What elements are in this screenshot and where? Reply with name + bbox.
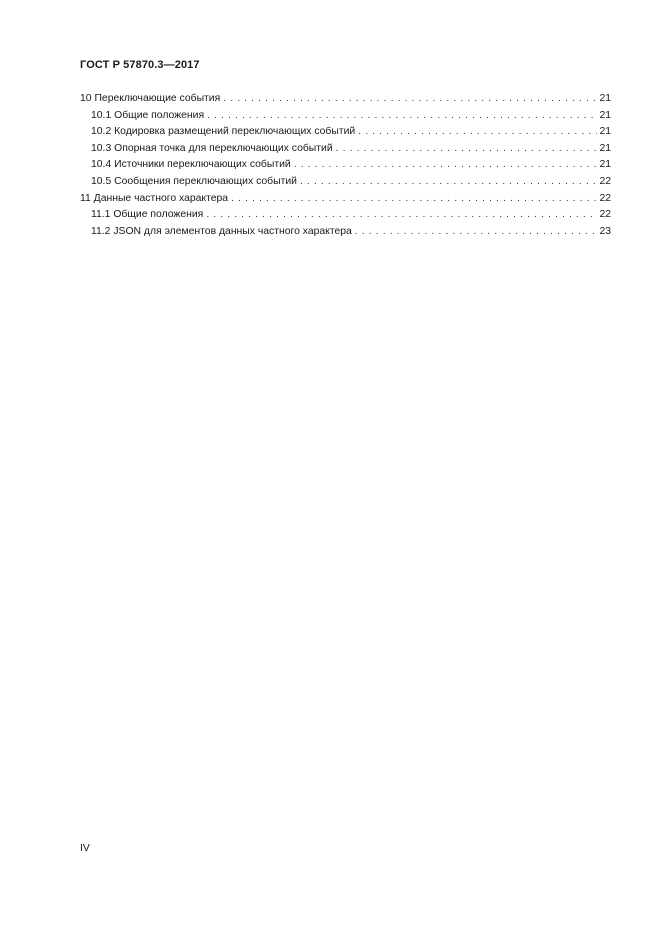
- toc-entry-page: 23: [599, 225, 611, 237]
- toc-entry-page: 21: [599, 93, 611, 104]
- toc-entry-page: 21: [599, 142, 611, 154]
- page-number: IV: [80, 843, 90, 854]
- toc-entry-title: 11 Данные частного характера: [80, 192, 229, 204]
- toc-entry-page: 22: [599, 209, 611, 221]
- toc-entry[interactable]: [80, 159, 611, 176]
- toc-dot-leader: [294, 159, 598, 171]
- toc-entry-page: 21: [599, 159, 611, 171]
- toc-entry-title: 11.2 JSON для элементов данных частного характера: [91, 225, 352, 237]
- toc-entry[interactable]: [80, 143, 611, 160]
- toc-entry-page: 22: [599, 175, 611, 187]
- toc-entry-page: 21: [599, 109, 611, 121]
- toc-entry-title: 10.5 Сообщения переключающих событий: [91, 175, 297, 187]
- toc-dot-leader: [355, 226, 598, 238]
- toc-entry[interactable]: [80, 93, 611, 110]
- toc-dot-leader: [206, 209, 597, 221]
- toc-entry[interactable]: [80, 176, 611, 193]
- toc-entry-title: 10.3 Опорная точка для переключающих событий: [91, 142, 333, 154]
- toc-dot-leader: [223, 93, 597, 105]
- toc-dot-leader: [300, 176, 597, 188]
- document-header: ГОСТ Р 57870.3—2017: [80, 59, 200, 71]
- toc-entry[interactable]: [80, 126, 611, 143]
- toc-entry[interactable]: [80, 193, 611, 210]
- toc-entry-page: 21: [599, 126, 611, 138]
- toc-entry[interactable]: [80, 110, 611, 127]
- toc-dot-leader: [231, 193, 597, 205]
- toc-entry-title: 10.4 Источники переключающих событий: [91, 159, 291, 171]
- toc-entry-page: 22: [599, 192, 611, 204]
- toc-entry-title: 10 Переключающие события: [80, 93, 221, 104]
- toc-entry[interactable]: [80, 209, 611, 226]
- toc-entry-title: 11.1 Общие положения: [91, 209, 204, 221]
- toc-entry-title: 10.1 Общие положения: [91, 109, 205, 121]
- toc-entry-title: 10.2 Кодировка размещений переключающих событий: [91, 126, 356, 138]
- table-of-contents: [80, 93, 611, 242]
- toc-dot-leader: [358, 126, 597, 138]
- toc-entry[interactable]: [80, 226, 611, 243]
- toc-dot-leader: [207, 110, 597, 122]
- toc-dot-leader: [336, 143, 598, 155]
